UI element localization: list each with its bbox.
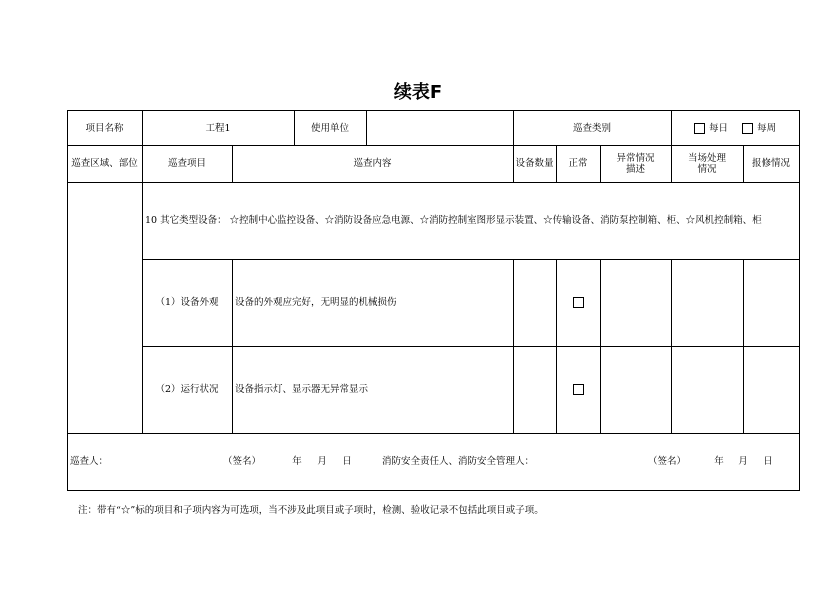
inspector-label: 巡查人： [70, 456, 109, 467]
project-name-label: 项目名称 [85, 122, 124, 134]
col-area-header: 巡查区域、部位 [71, 158, 138, 169]
category-options [671, 110, 799, 146]
col-repair-header: 报修情况 [751, 158, 790, 169]
weekly-checkbox[interactable] [742, 123, 753, 134]
row2-content: 设备指示灯、显示器无异常显示 [235, 384, 369, 395]
inspector-year: 年 [292, 456, 302, 467]
col-handling-header [671, 145, 743, 182]
col-item-header: 巡查项目 [167, 158, 206, 169]
weekly-label: 每周 [757, 122, 777, 134]
daily-label: 每日 [708, 122, 728, 134]
unit-value[interactable] [366, 110, 513, 146]
row1-content: 设备的外观应完好，无明显的机械损伤 [235, 297, 397, 308]
manager-label: 消防安全责任人、消防安全管理人： [382, 456, 535, 467]
col-abnormal-line1: 异常情况 [616, 152, 655, 164]
col-normal-header: 正常 [568, 158, 588, 169]
inspection-form-table [67, 110, 800, 491]
row2-normal-checkbox[interactable] [573, 384, 584, 395]
footnote: 注：带有“☆”标的项目和子项内容为可选项，当不涉及此项目或子项时，检测、验收记录不包括此项目或子项。 [78, 505, 544, 516]
col-quantity-header: 设备数量 [515, 158, 554, 169]
row2-normal-cell [556, 346, 600, 433]
inspector-month: 月 [317, 456, 327, 467]
page-title: 续表F [393, 82, 443, 103]
manager-sign: （签名） [647, 456, 686, 467]
row2-item: （2）运行状况 [155, 384, 219, 395]
manager-year: 年 [714, 456, 724, 467]
category-label: 巡查类别 [572, 122, 611, 134]
col-abnormal-line2: 描述 [625, 163, 645, 175]
daily-checkbox[interactable] [694, 123, 705, 134]
row1-normal-checkbox[interactable] [573, 297, 584, 308]
row1-item: （1）设备外观 [155, 297, 219, 308]
col-handling-line1: 当场处理 [687, 152, 726, 164]
project-name-value[interactable]: 工程1 [205, 122, 231, 134]
unit-label: 使用单位 [310, 122, 349, 134]
inspector-sign: （签名） [222, 456, 261, 467]
section-title: 10 其它类型设备： ☆控制中心监控设备、☆消防设备应急电源、☆消防控制室图形显示装置、☆传输设备、消防泵控制箱、柜、☆风机控制箱、柜 [145, 215, 762, 226]
col-abnormal-header [600, 145, 671, 182]
row1-normal-cell [556, 259, 600, 346]
inspector-day: 日 [342, 456, 352, 467]
col-content-header: 巡查内容 [353, 158, 392, 169]
col-handling-line2: 情况 [697, 163, 717, 175]
manager-day: 日 [763, 456, 773, 467]
manager-month: 月 [738, 456, 748, 467]
